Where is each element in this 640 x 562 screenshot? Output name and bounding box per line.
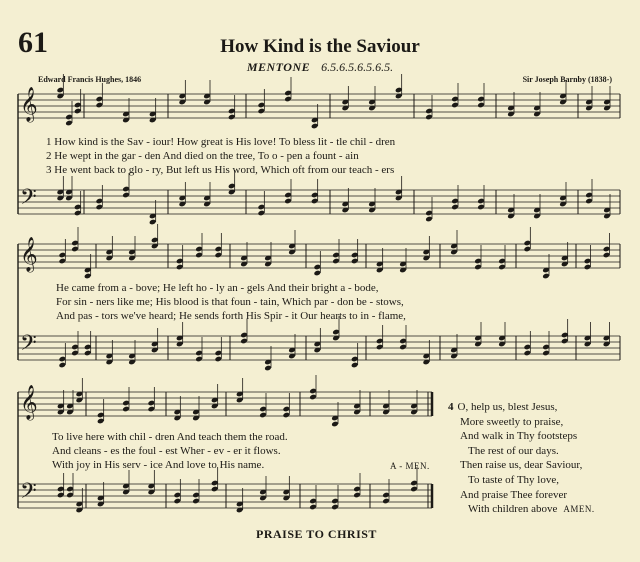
lyric-s3-verse1: To live here with chil - dren And teach them the road.	[52, 431, 288, 443]
stanza-4-amen: AMEN.	[563, 504, 595, 515]
bass-clef-icon: 𝄢	[20, 185, 37, 215]
stanza-4-line: O, help us, blest Jesus,	[457, 401, 558, 413]
stanza-4-line: More sweetly to praise,	[460, 415, 564, 428]
hymn-number: 61	[18, 26, 48, 59]
tune-name: MENTONE	[246, 60, 311, 74]
meter: 6.5.6.5.6.5.6.5.	[321, 60, 394, 74]
hymn-title: How Kind is the Saviour	[220, 36, 420, 57]
stanza-4-line: And praise Thee forever	[460, 488, 567, 501]
stanza-4-line: With children above	[468, 503, 558, 516]
treble-clef-icon: 𝄞	[20, 87, 38, 122]
bass-clef-icon: 𝄢	[20, 331, 37, 361]
lyric-s2-verse2: For sin - ners like me; His blood is that foun - tain, Which par - don be - stows,	[56, 296, 404, 308]
stanza-4	[448, 400, 595, 517]
lyric-s2-verse3: And pas - tors we've heard; He sends forth His Spir - it Our hearts to in - flame,	[56, 310, 406, 322]
lyric-s3-verse3: With joy in His serv - ice And love to His name.	[52, 459, 265, 471]
music-credit: Sir Joseph Barnby (1838-)	[522, 75, 612, 84]
stanza-4-number: 4	[448, 401, 454, 413]
amen-label: A - MEN.	[390, 461, 430, 471]
stanza-4-line: Then raise us, dear Saviour,	[460, 459, 583, 472]
lyric-s3-verse2: And cleans - es the foul - est Wher - ev - er it flows.	[52, 445, 281, 457]
treble-clef-icon: 𝄞	[20, 385, 38, 420]
stanza-4-line: To taste of Thy love,	[468, 473, 559, 486]
stanza-4-line: And walk in Thy footsteps	[460, 430, 578, 443]
stanza-4-line: The rest of our days.	[468, 444, 559, 457]
lyric-s1-verse2: 2 He wept in the gar - den And died on the tree, To o - pen a fount - ain	[46, 150, 359, 162]
treble-clef-icon: 𝄞	[20, 237, 38, 272]
lyric-s1-verse1: 1 How kind is the Sav - iour! How great is His love! To bless lit - tle chil - dren	[46, 136, 396, 148]
words-credit: Edward Francis Hughes, 1846	[38, 75, 142, 84]
lyric-s1-verse3: 3 He went back to glo - ry, But left us His word, Which oft from our teach - ers	[46, 164, 395, 176]
section-title: PRAISE TO CHRIST	[256, 527, 377, 541]
lyric-s2-verse1: He came from a - bove; He left ho - ly an - gels And their bright a - bode,	[56, 282, 379, 294]
bass-clef-icon: 𝄢	[20, 479, 37, 509]
